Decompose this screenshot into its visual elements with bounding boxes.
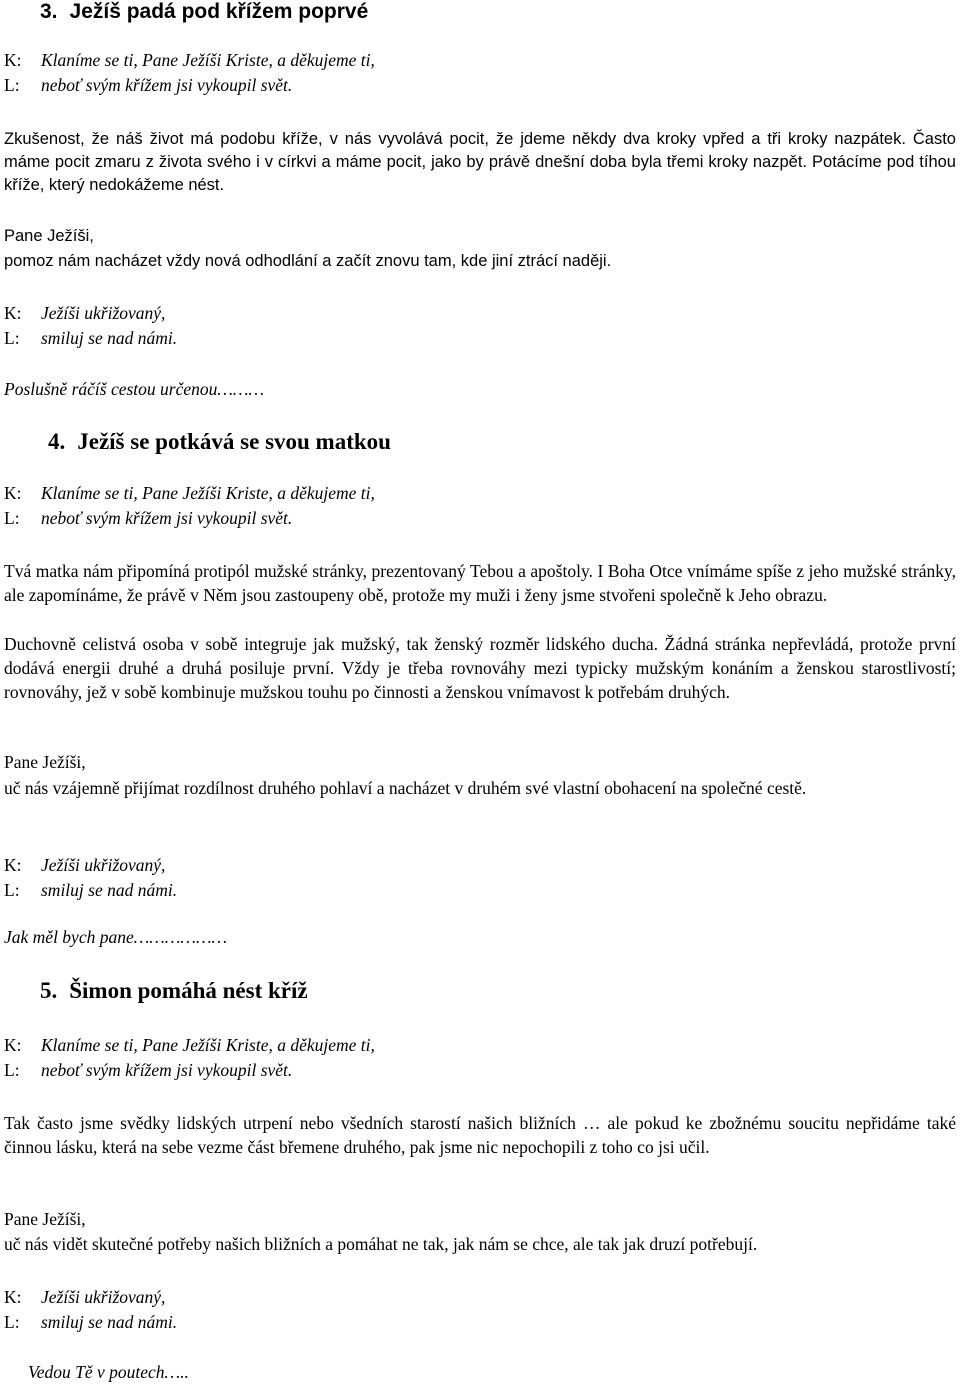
section-3-prayer: pomoz nám nacházet vždy nová odhodlání a začít znovu tam, kde jiní ztrácí naději. — [4, 252, 612, 270]
section-3-heading — [40, 0, 368, 24]
closing-speaker-l: L: — [4, 1312, 20, 1332]
section-4-prayer-address: Pane Ježíši, — [4, 752, 86, 772]
section-5-reflection: Tak často jsme svědky lidských utrpení nebo všedních starostí našich bližních … ale pokud ke zbožnému soucitu nepřidáme také činnou lásku, která na sebe vezme část břemene druhého, pak jsme nic nepochopili z toho co jsi učil. — [4, 1113, 956, 1157]
closing-speaker-k: K: — [4, 1287, 22, 1307]
response-text-k: Klaníme se ti, Pane Ježíši Kriste, a děkujeme ti, — [41, 1035, 375, 1055]
response-text-k: Klaníme se ti, Pane Ježíši Kriste, a děkujeme ti, — [41, 483, 375, 503]
section-3-closing — [4, 301, 177, 351]
response-speaker-l: L: — [4, 75, 20, 95]
section-5-closing — [4, 1285, 177, 1335]
closing-speaker-l: L: — [4, 328, 20, 348]
closing-text-k: Ježíši ukřižovaný, — [41, 855, 166, 875]
section-4-number: 4. — [48, 429, 66, 454]
response-speaker-l: L: — [4, 1060, 20, 1080]
closing-speaker-l: L: — [4, 880, 20, 900]
section-5-number: 5. — [40, 978, 58, 1003]
section-3-number: 3. — [40, 0, 58, 23]
response-text-l: neboť svým křížem jsi vykoupil svět. — [41, 1060, 293, 1080]
response-text-l: neboť svým křížem jsi vykoupil svět. — [41, 75, 293, 95]
section-5-prayer-address: Pane Ježíši, — [4, 1209, 86, 1229]
closing-text-l: smiluj se nad námi. — [41, 1312, 178, 1332]
closing-text-l: smiluj se nad námi. — [41, 880, 178, 900]
section-5-song: Vedou Tě v poutech….. — [28, 1362, 189, 1382]
section-4-reflection-2: Duchovně celistvá osoba v sobě integruje jak mužský, tak ženský rozměr lidského ducha. Žádná stránka nepřevládá, protože první dodává energii druhé a druhá posiluje první. Vždy je třeba rovnováhy mezi typicky mužským konáním a ženskou starostlivostí; rovnováhy, jež v sobě kombinuje mužskou touhu po činnosti a ženskou vnímavost k potřebám druhých. — [4, 634, 956, 702]
closing-text-k: Ježíši ukřižovaný, — [41, 303, 166, 323]
section-4-heading — [48, 429, 391, 455]
section-3-title: Ježíš padá pod křížem poprvé — [69, 0, 369, 23]
response-speaker-k: K: — [4, 50, 22, 70]
section-4-prayer: uč nás vzájemně přijímat rozdílnost druhého pohlaví a nacházet v druhém své vlastní obohacení na společné cestě. — [4, 778, 807, 798]
section-3-song: Poslušně ráčíš cestou určenou……… — [4, 379, 265, 399]
section-4-response — [4, 481, 375, 531]
closing-speaker-k: K: — [4, 303, 22, 323]
section-5-prayer: uč nás vidět skutečné potřeby našich bližních a pomáhat ne tak, jak nám se chce, ale tak jak druzí potřebují. — [4, 1234, 758, 1254]
section-5-response — [4, 1033, 375, 1083]
section-4-reflection-1: Tvá matka nám připomíná protipól mužské stránky, prezentovaný Tebou a apoštoly. I Boha Otce vnímáme spíše z jeho mužské stránky, ale zapomínáme, že právě v Něm jsou zastoupeny obě, protože my muži i ženy jsme stvořeni společně k Jeho obrazu. — [4, 561, 956, 605]
response-text-l: neboť svým křížem jsi vykoupil svět. — [41, 508, 293, 528]
response-text-k: Klaníme se ti, Pane Ježíši Kriste, a děkujeme ti, — [41, 50, 375, 70]
section-4-title: Ježíš se potkává se svou matkou — [77, 429, 391, 454]
section-5-heading — [40, 978, 308, 1004]
response-speaker-k: K: — [4, 483, 22, 503]
section-4-song: Jak měl bych pane……………… — [4, 927, 228, 947]
section-3-prayer-address: Pane Ježíši, — [4, 227, 94, 245]
response-speaker-l: L: — [4, 508, 20, 528]
closing-text-l: smiluj se nad námi. — [41, 328, 178, 348]
section-3-reflection: Zkušenost, že náš život má podobu kříže, v nás vyvolává pocit, že jdeme někdy dva kroky vpřed a tři kroky nazpátek. Často máme pocit zmaru z života svého i v církvi a máme pocit, jako by právě dnešní doba byla třemi kroky nazpět. Potácíme pod tíhou kříže, který nedokážeme nést. — [4, 130, 956, 194]
closing-text-k: Ježíši ukřižovaný, — [41, 1287, 166, 1307]
section-5-title: Šimon pomáhá nést kříž — [69, 978, 308, 1003]
section-4-closing — [4, 853, 177, 903]
section-3-response — [4, 48, 375, 98]
closing-speaker-k: K: — [4, 855, 22, 875]
response-speaker-k: K: — [4, 1035, 22, 1055]
